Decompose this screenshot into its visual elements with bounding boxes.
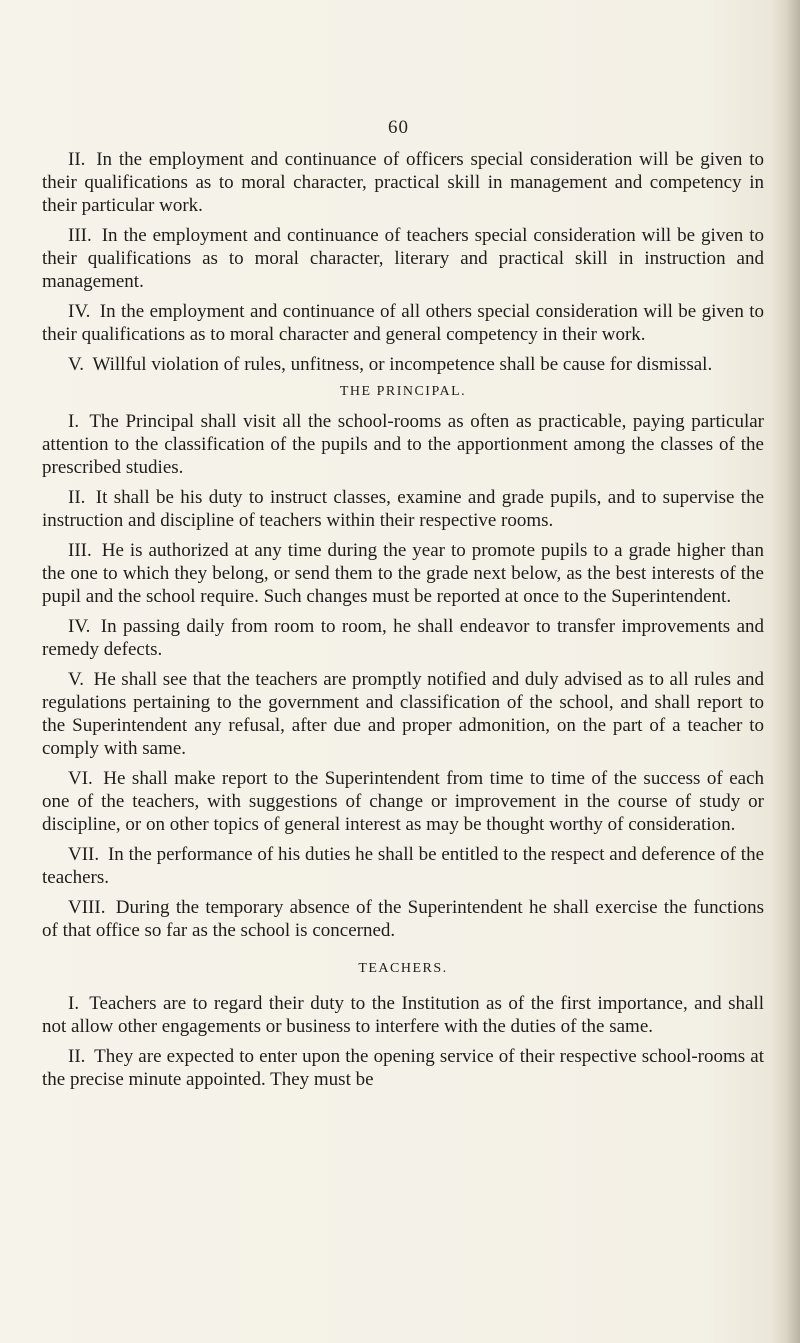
rule-text: In passing daily from room to room, he shall endeavor to transfer improvements and remedy defects. bbox=[42, 616, 765, 660]
rule-paragraph bbox=[42, 615, 764, 661]
section-heading-teachers: TEACHERS. bbox=[358, 961, 448, 976]
rule-text: In the employment and continuance of officers special consideration will be given to their qualifications as to moral character, practical skill in management and competency in their particular work. bbox=[42, 149, 765, 216]
rule-text: In the employment and continuance of all others special consideration will be given to their qualifications as to moral character and general competency in their work. bbox=[42, 301, 765, 345]
rule-text: In the performance of his duties he shall be entitled to the respect and deference of the teachers. bbox=[42, 844, 765, 888]
rule-number: I. bbox=[68, 993, 80, 1014]
rule-number: V. bbox=[68, 354, 85, 375]
rule-paragraph bbox=[42, 148, 764, 217]
rule-text: He shall make report to the Superintendent from time to time of the success of each one of the teachers, with suggestions of change or improvement in the course of study or discipline, or on other topics of general interest as may be thought worthy of consideration. bbox=[42, 768, 765, 835]
rule-paragraph bbox=[42, 410, 764, 479]
rule-number: III. bbox=[68, 225, 92, 246]
rule-paragraph bbox=[42, 843, 764, 889]
section-heading-principal: THE PRINCIPAL. bbox=[339, 384, 467, 399]
rule-text: Willful violation of rules, unfitness, or incompetence shall be cause for dismissal. bbox=[92, 354, 713, 375]
rule-paragraph bbox=[42, 668, 764, 760]
document-body bbox=[42, 148, 764, 1098]
rule-text: He shall see that the teachers are promptly notified and duly advised as to all rules and regulations pertaining to the government and classification of the school, and shall report to the Superintendent any refusal, after due and proper admonition, on the part of a teacher to comply with same. bbox=[42, 669, 764, 759]
rule-paragraph bbox=[42, 1045, 764, 1091]
rule-number: II. bbox=[68, 487, 86, 508]
rule-number: II. bbox=[68, 1046, 86, 1067]
rule-text: Teachers are to regard their duty to the Institution as of the first importance, and shall not allow other engagements or business to interfere with the duties of the same. bbox=[42, 993, 764, 1037]
rule-text: During the temporary absence of the Superintendent he shall exercise the functions of that office so far as the school is concerned. bbox=[42, 897, 765, 941]
rule-paragraph bbox=[42, 992, 764, 1038]
rule-text: They are expected to enter upon the opening service of their respective school-rooms at the precise minute appointed. They must be bbox=[42, 1046, 764, 1090]
rule-number: IV. bbox=[68, 616, 91, 637]
rule-number: I. bbox=[68, 411, 80, 432]
rule-paragraph bbox=[42, 300, 764, 346]
rule-paragraph bbox=[42, 353, 764, 376]
rule-number: VII. bbox=[68, 844, 100, 865]
page-number: 60 bbox=[388, 117, 409, 138]
rule-text: The Principal shall visit all the school-rooms as often as practicable, paying particular attention to the classification of the pupils and to the apportionment among the classes of the prescribed studies. bbox=[42, 411, 764, 478]
rule-number: II. bbox=[68, 149, 86, 170]
rule-paragraph bbox=[42, 224, 764, 293]
rule-number: IV. bbox=[68, 301, 91, 322]
rule-number: V. bbox=[68, 669, 85, 690]
rule-text: He is authorized at any time during the year to promote pupils to a grade higher than the one to which they belong, or send them to the grade next below, as the best interests of the pupil and the school require. Such changes must be reported at once to the Superintendent. bbox=[42, 540, 764, 607]
rule-number: VIII. bbox=[68, 897, 106, 918]
rule-number: III. bbox=[68, 540, 92, 561]
rule-text: It shall be his duty to instruct classes, examine and grade pupils, and to supervise the instruction and discipline of teachers within their respective rooms. bbox=[42, 487, 765, 531]
rule-number: VI. bbox=[68, 768, 93, 789]
rule-paragraph bbox=[42, 486, 764, 532]
rule-paragraph bbox=[42, 539, 764, 608]
page-edge-shadow bbox=[772, 0, 800, 1343]
rule-paragraph bbox=[42, 767, 764, 836]
rule-text: In the employment and continuance of teachers special consideration will be given to their qualifications as to moral character, literary and practical skill in instruction and management. bbox=[42, 225, 764, 292]
rule-paragraph bbox=[42, 896, 764, 942]
